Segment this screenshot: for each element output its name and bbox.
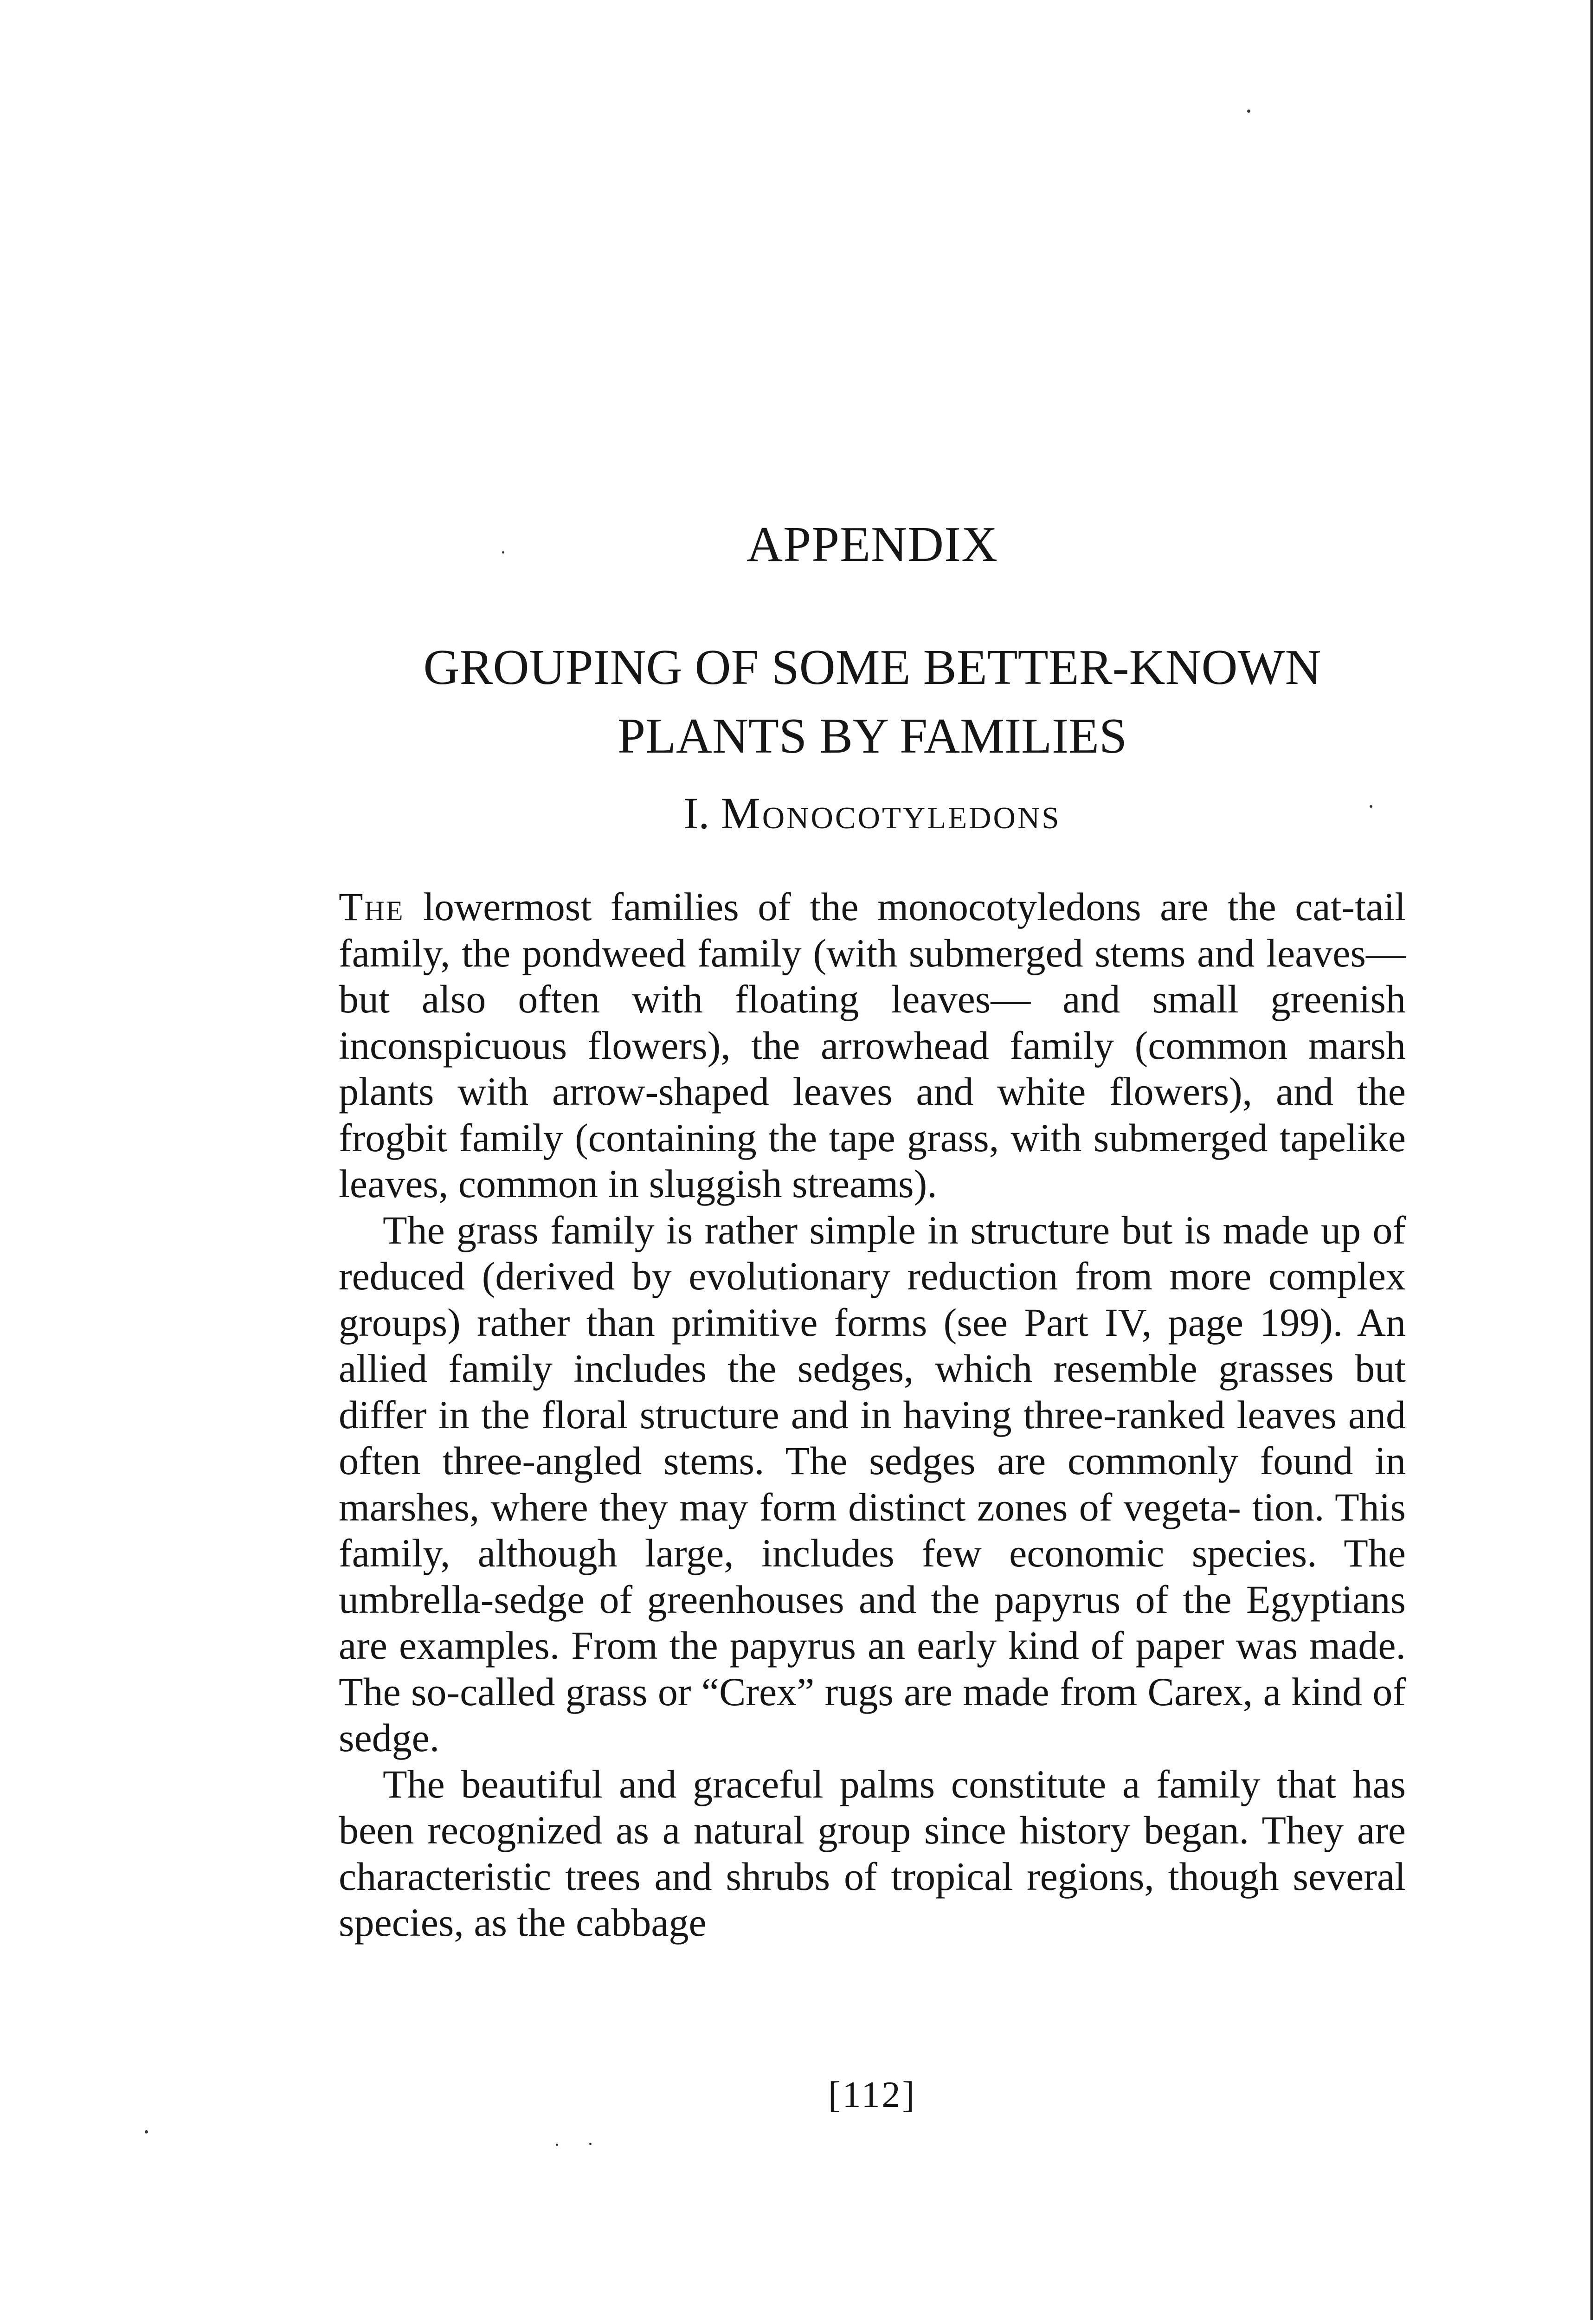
scan-speck xyxy=(145,2130,148,2133)
chapter-title-line-2: PLANTS BY FAMILIES xyxy=(617,709,1127,764)
scan-speck xyxy=(502,551,504,554)
paragraph-2: The grass family is rather simple in structure but is made up of reduced (derived by evolutionary reduction from more complex groups) rather than primitive forms (see Part IV, page 199). An allied family includes the sedges, which resemble grasses but differ in the floral structure and in having three-ranked leaves and often three-angled stems. The sedges are commonly found in marshes, where they may form distinct zones of vegeta- tion. This family, although large, includes few economic species. The umbrella-sedge of greenhouses and the papyrus of the Egyptians are examples. From the papyrus an early kind of paper was made. The so-called grass or “Crex” rugs are made from Carex, a kind of sedge. xyxy=(339,1207,1406,1760)
scan-speck xyxy=(556,2144,558,2146)
page-number: [112] xyxy=(828,2075,917,2115)
body-text xyxy=(339,884,1406,1946)
scan-speck xyxy=(589,2143,592,2145)
paragraph-lead-word: The xyxy=(339,884,405,929)
section-numeral: I. xyxy=(683,788,710,838)
appendix-heading: APPENDIX xyxy=(746,517,998,572)
chapter-title xyxy=(339,633,1406,771)
section-heading xyxy=(339,788,1406,838)
section-name: Monocotyledons xyxy=(721,788,1061,838)
paragraph-3: The beautiful and graceful palms constitute a family that has been recognized as a natural group since history began. They are characteristic trees and shrubs of tropical regions, though several species, as the cabbage xyxy=(339,1761,1406,1945)
paragraph-1-text: lowermost families of the monocotyledons are the cat-tail family, the pondweed family (with submerged stems and leaves—but also often with floating leaves— and small greenish inconspicuous flowers), the arrowhead family (common marsh plants with arrow-shaped leaves and white flowers), and the frogbit family (containing the tape grass, with submerged tapelike leaves, common in sluggish streams). xyxy=(339,884,1406,1206)
paragraph-1 xyxy=(339,884,1406,1207)
scan-speck xyxy=(1247,110,1250,113)
page-edge-right xyxy=(1590,0,1593,2320)
scan-speck xyxy=(1370,805,1372,808)
chapter-title-line-1: GROUPING OF SOME BETTER-KNOWN xyxy=(423,640,1321,695)
